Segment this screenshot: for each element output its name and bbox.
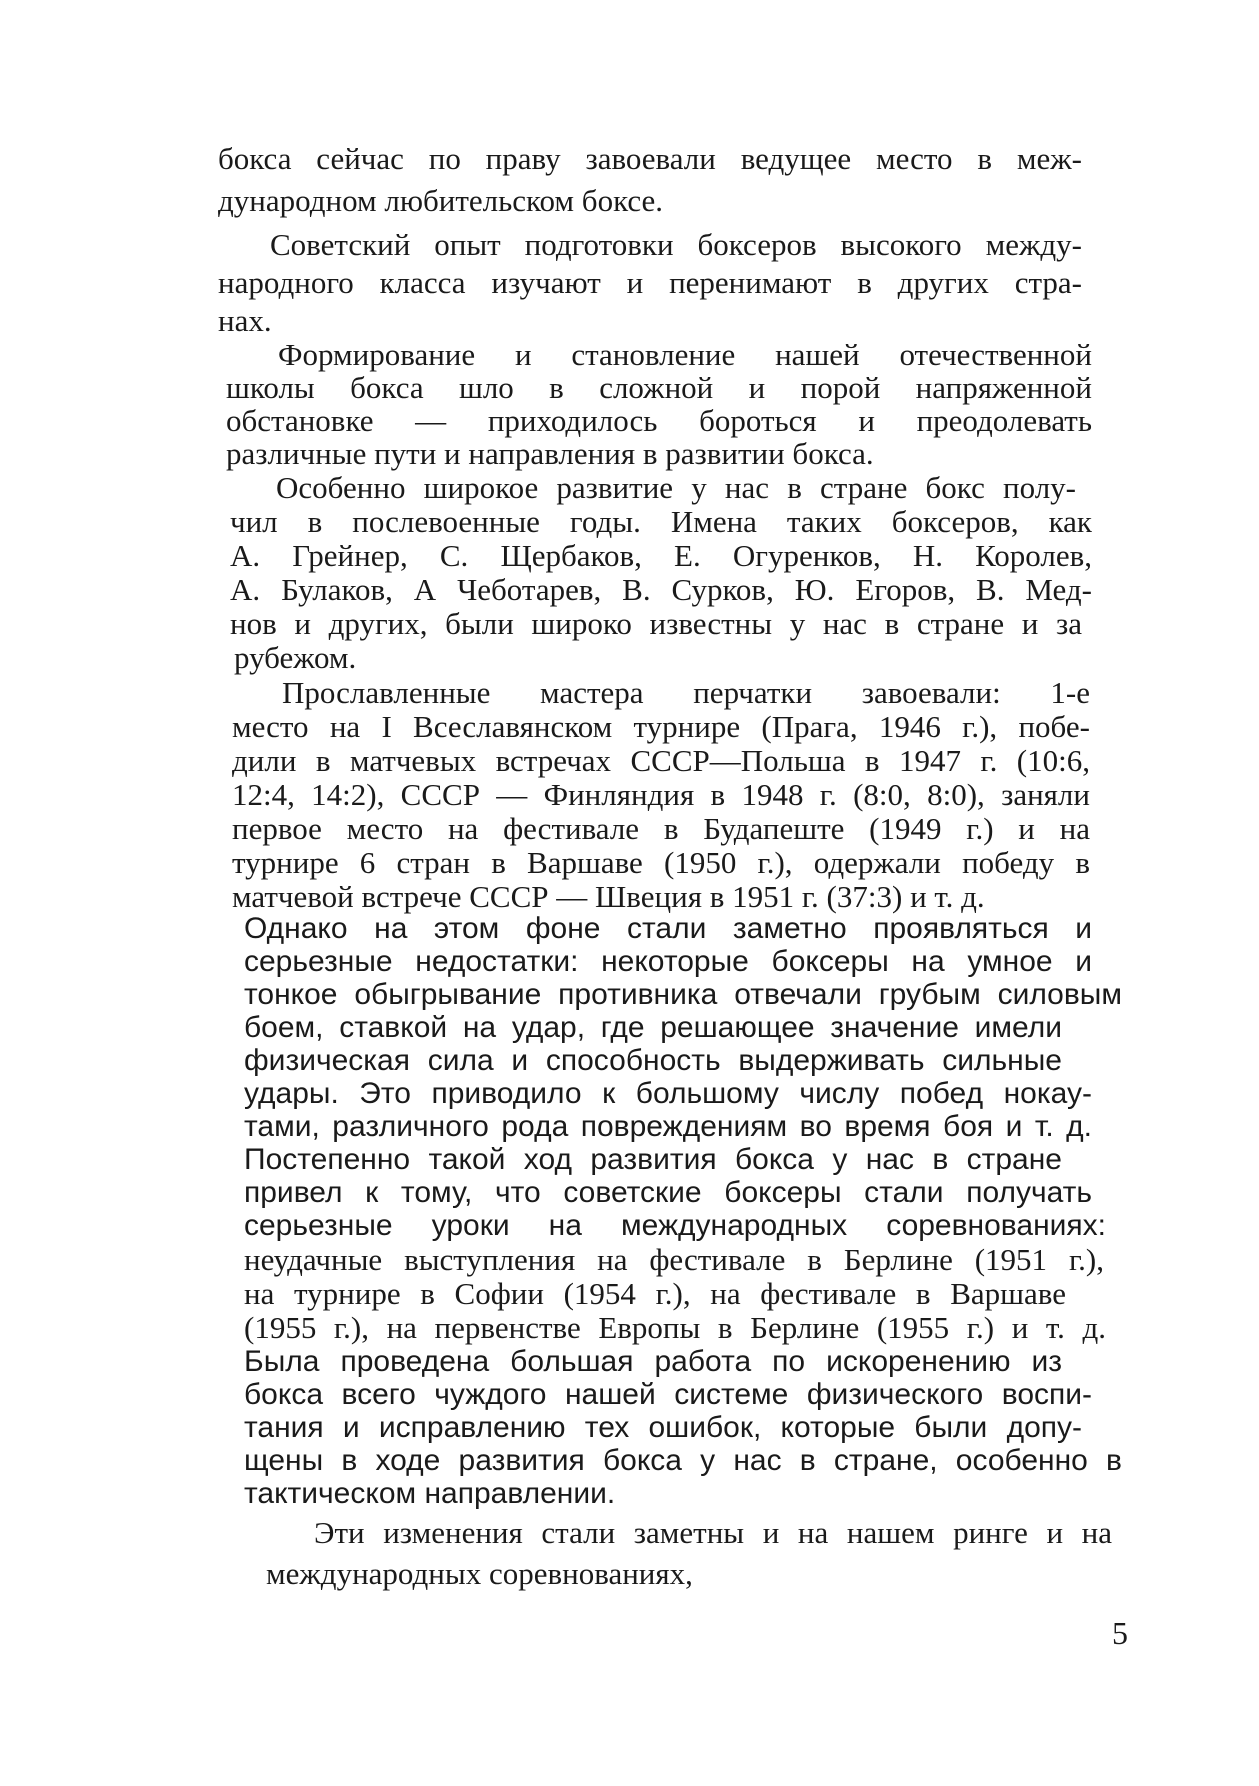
text-line-4: народного класса изучают и перенимают в других стра-: [218, 265, 1082, 300]
text-line-34: на турнире в Софии (1954 г.), на фестивале в Варшаве: [244, 1276, 1066, 1311]
text-line-32: серьезные уроки на международных соревнованиях:: [244, 1209, 1106, 1242]
text-line-40: тактическом направлении.: [244, 1477, 616, 1510]
text-line-37: бокса всего чуждого нашей системе физического воспи-: [244, 1378, 1092, 1411]
text-line-6: Формирование и становление нашей отечественной: [278, 337, 1092, 372]
text-line-27: физическая сила и способность выдерживать сильные: [244, 1044, 1062, 1077]
text-line-29: тами, различного рода повреждениям во время боя и т. д.: [244, 1110, 1092, 1143]
text-line-9: различные пути и направления в развитии бокса.: [226, 436, 874, 471]
text-line-10: Особенно широкое развитие у нас в стране бокс полу-: [276, 470, 1076, 505]
text-line-21: турнире 6 стран в Варшаве (1950 г.), одержали победу в: [232, 845, 1090, 880]
text-line-24: серьезные недостатки: некоторые боксеры на умное и: [244, 945, 1092, 978]
text-line-16: Прославленные мастера перчатки завоевали: 1-е: [282, 675, 1090, 710]
text-line-17: место на I Всеславянском турнире (Прага, 1946 г.), побе-: [232, 709, 1090, 744]
text-line-8: обстановке — приходилось бороться и преодолевать: [226, 403, 1092, 438]
text-line-31: привел к тому, что советские боксеры стали получать: [244, 1176, 1092, 1209]
text-line-22: матчевой встрече СССР — Швеция в 1951 г. (37:3) и т. д.: [232, 879, 985, 914]
text-line-19: 12:4, 14:2), СССР — Финляндия в 1948 г. (8:0, 8:0), заняли: [232, 777, 1090, 812]
text-line-3: Советский опыт подготовки боксеров высокого между-: [270, 227, 1082, 262]
text-line-1: бокса сейчас по праву завоевали ведущее место в меж-: [218, 141, 1082, 176]
text-line-11: чил в послевоенные годы. Имена таких боксеров, как: [230, 504, 1092, 539]
text-line-26: боем, ставкой на удар, где решающее значение имели: [244, 1011, 1062, 1044]
page-number: 5: [1112, 1615, 1128, 1651]
text-line-35: (1955 г.), на первенстве Европы в Берлине (1955 г.) и т. д.: [244, 1310, 1106, 1345]
text-line-38: тания и исправлению тех ошибок, которые были допу-: [244, 1411, 1082, 1444]
text-line-2: дународном любительском боксе.: [218, 183, 664, 218]
text-line-42: международных соревнованиях,: [266, 1556, 693, 1591]
text-line-23: Однако на этом фоне стали заметно проявляться и: [244, 912, 1092, 945]
text-line-28: удары. Это приводило к большому числу побед нокау-: [244, 1077, 1092, 1110]
text-line-39: щены в ходе развития бокса у нас в стране, особенно в: [244, 1444, 1122, 1477]
text-line-25: тонкое обыгрывание противника отвечали грубым силовым: [244, 978, 1122, 1011]
text-line-7: школы бокса шло в сложной и порой напряженной: [226, 370, 1092, 405]
text-line-5: нах.: [218, 303, 272, 338]
text-line-18: дили в матчевых встречах СССР—Польша в 1947 г. (10:6,: [232, 743, 1090, 778]
text-line-15: рубежом.: [234, 640, 357, 675]
text-line-12: А. Грейнер, С. Щербаков, Е. Огуренков, Н. Королев,: [230, 538, 1092, 573]
text-line-36: Была проведена большая работа по искоренению из: [244, 1345, 1062, 1378]
text-line-20: первое место на фестивале в Будапеште (1949 г.) и на: [232, 811, 1090, 846]
text-line-13: А. Булаков, А Чеботарев, В. Сурков, Ю. Егоров, В. Мед-: [230, 572, 1092, 607]
text-line-41: Эти изменения стали заметны и на нашем ринге и на: [314, 1515, 1112, 1550]
text-line-30: Постепенно такой ход развития бокса у нас в стране: [244, 1143, 1062, 1176]
text-line-14: нов и других, были широко известны у нас в стране и за: [230, 606, 1082, 641]
text-line-33: неудачные выступления на фестивале в Берлине (1951 г.),: [244, 1242, 1104, 1277]
